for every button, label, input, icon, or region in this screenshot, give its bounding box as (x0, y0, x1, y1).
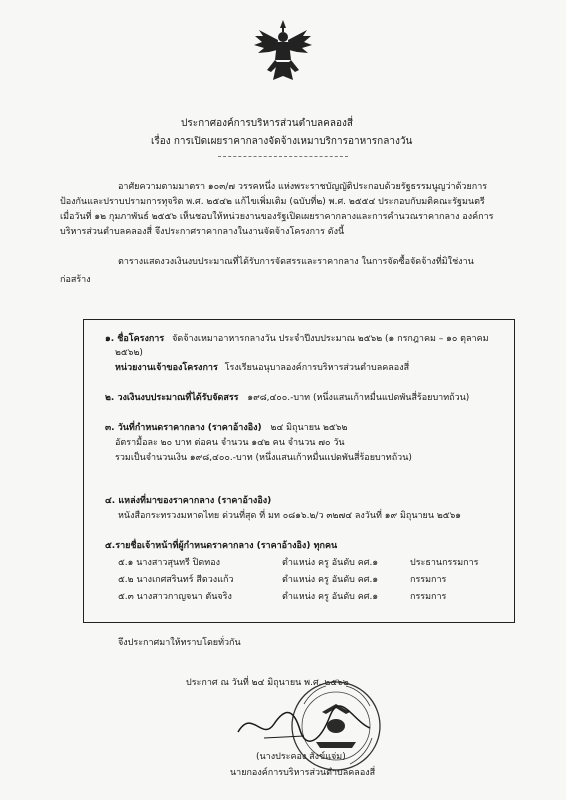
committee-1-role: ประธานกรรมการ (410, 558, 479, 568)
intro-line-2: ป้องกันและปราบปรามการทุจริต พ.ศ. ๒๕๔๒ แก้ไขเพิ่มเติม (ฉบับที่๒) พ.ศ. ๒๕๕๔ ประกอบกับมติคณะรัฐมนตรี (60, 197, 485, 207)
committee-3-position: ตำแหน่ง ครู อันดับ คศ.๑ (282, 592, 379, 602)
committee-2-name: ๕.๒ นางเกศสรินทร์ สีดวงแก้ว (118, 575, 234, 585)
committee-2-role: กรรมการ (410, 575, 447, 585)
committee-2-position: ตำแหน่ง ครู อันดับ คศ.๑ (282, 575, 379, 585)
item-5-label: ๕.รายชื่อเจ้าหน้าที่ผู้กำหนดราคากลาง (ราคาอ้างอิง) ทุกคน (105, 541, 338, 551)
committee-1-position: ตำแหน่ง ครู อันดับ คศ.๑ (282, 558, 379, 568)
item-2-text: ๑๙๘,๔๐๐.-บาท (หนึ่งแสนเก้าหมื่นแปดพันสี่ร้อยบาทถ้วน) (247, 393, 470, 403)
announcement-subject: เรื่อง การเปิดเผยราคากลางจัดจ้างเหมาบริการอาหารกลางวัน (151, 136, 413, 147)
signer-name: (นางประคอง สังข์แจ่ม) (256, 752, 346, 762)
item-2-label: ๒. วงเงินงบประมาณที่ได้รับจัดสรร (105, 393, 239, 403)
item-1 (105, 333, 489, 345)
committee-3-name: ๕.๓ นางสาวกาญจนา ตันจริง (118, 592, 232, 602)
signer-title: นายกองค์การบริหารส่วนตำบลคลองสี่ (230, 768, 376, 778)
item-3-total: รวมเป็นจำนวนเงิน ๑๙๘,๔๐๐.-บาท (หนึ่งแสนเก้าหมื่นแปดพันสี่ร้อยบาทถ้วน) (115, 453, 412, 463)
handwritten-signature (234, 702, 374, 748)
intro-line-1: อาศัยความตามมาตรา ๑๐๓/๗ วรรคหนึ่ง แห่งพระราชบัญญัติประกอบด้วยรัฐธรรมนูญว่าด้วยการ (118, 182, 488, 192)
item-1-label: ๑. ชื่อโครงการ (105, 334, 165, 344)
announcement-title: ประกาศองค์การบริหารส่วนตำบลคลองสี่ (181, 118, 353, 129)
item-4-text: หนังสือกระทรวงมหาดไทย ด่วนที่สุด ที่ มท ๐๘๑๖.๒/ว ๓๒๗๔ ลงวันที่ ๑๙ มิถุนายน ๒๕๖๑ (118, 511, 462, 521)
item-1-agency-label: หน่วยงานเจ้าของโครงการ (115, 363, 218, 373)
item-2 (105, 392, 469, 404)
committee-3-role: กรรมการ (410, 592, 447, 602)
item-1-text: จัดจ้างเหมาอาหารกลางวัน ประจำปีงบประมาณ ๒๕๖๒ (๑ กรกฎาคม – ๑๐ ตุลาคม (172, 334, 489, 344)
item-1-agency (115, 362, 409, 374)
item-3-date: ๒๔ มิถุนายน ๒๕๖๒ (270, 423, 348, 433)
table-intro-line-1: ตารางแสดงวงเงินงบประมาณที่ได้รับการจัดสรรและราคากลาง ในการจัดซื้อจัดจ้างที่มิใช่งาน (118, 257, 474, 267)
item-3-rate: อัตรามื้อละ ๒๐ บาท ต่อคน จำนวน ๑๔๒ คน จำนวน ๗๐ วัน (115, 438, 345, 448)
committee-1-name: ๕.๑ นางสาวสุนทรี ปิดทอง (118, 558, 221, 568)
header-divider (218, 156, 348, 157)
item-1-agency-value: โรงเรียนอนุบาลองค์การบริหารส่วนตำบลคลองสี่ (224, 363, 410, 373)
table-intro-line-2: ก่อสร้าง (60, 275, 91, 285)
intro-line-4: บริหารส่วนตำบลคลองสี่ จึงประกาศราคากลางในงานจัดจ้างโครงการ ดังนี้ (60, 227, 345, 237)
item-4-label: ๔. แหล่งที่มาของราคากลาง (ราคาอ้างอิง) (105, 496, 272, 506)
item-3-label: ๓. วันที่กำหนดราคากลาง (ราคาอ้างอิง) (105, 423, 262, 433)
announcement-date: ประกาศ ณ วันที่ ๒๔ มิถุนายน พ.ศ. ๒๕๖๒ (186, 678, 349, 688)
item-3 (105, 422, 347, 434)
intro-line-3: เมื่อวันที่ ๑๒ กุมภาพันธ์ ๒๕๕๖ เห็นชอบให้หน่วยงานของรัฐเปิดเผยราคากลางและการคำนวณราคากลาง องค์การ (60, 212, 494, 222)
garuda-emblem (253, 18, 313, 86)
item-1-text-cont: ๒๕๖๒) (115, 348, 143, 358)
closing-notice: จึงประกาศมาให้ทราบโดยทั่วกัน (118, 638, 241, 648)
